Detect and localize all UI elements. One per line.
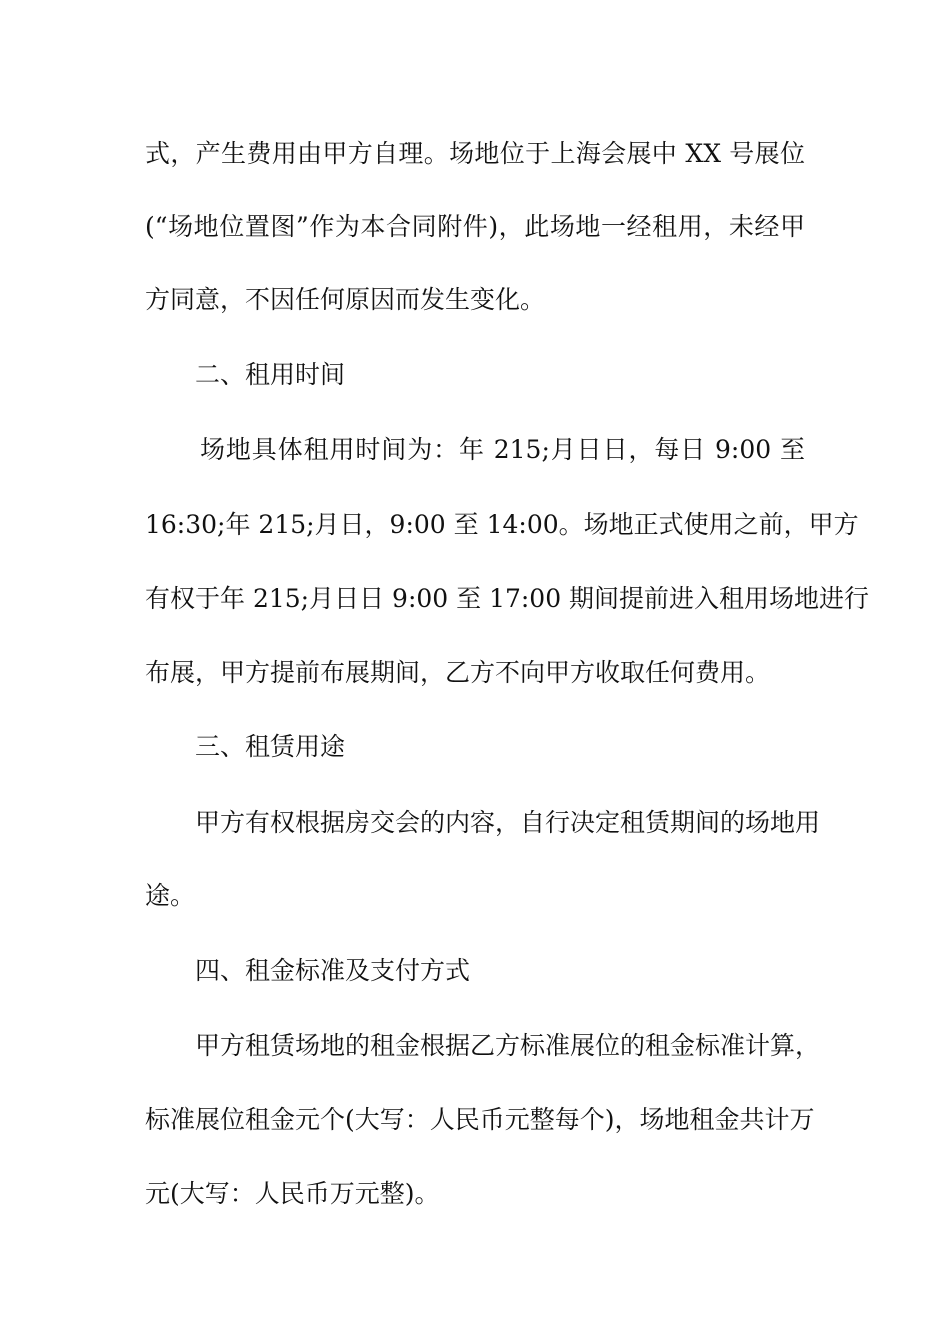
paragraph-line: 方同意，不因任何原因而发生变化。 bbox=[145, 285, 546, 314]
paragraph-line: 标准展位租金元个(大写：人民币元整每个)，场地租金共计万 bbox=[145, 1105, 815, 1134]
paragraph-line: 元(大写：人民币万元整)。 bbox=[145, 1179, 440, 1208]
section-heading-rental-period: 二、租用时间 bbox=[195, 360, 346, 389]
paragraph-line: 式，产生费用由甲方自理。场地位于上海会展中 XX 号展位 bbox=[145, 139, 805, 168]
paragraph-line: 有权于年 215;月日日 9:00 至 17:00 期间提前进入租用场地进行 bbox=[145, 584, 870, 613]
section-heading-lease-purpose: 三、租赁用途 bbox=[195, 732, 346, 761]
paragraph-line: 场地具体租用时间为：年 215;月日日，每日 9:00 至 bbox=[200, 435, 805, 464]
section-heading-rent-payment: 四、租金标准及支付方式 bbox=[195, 956, 471, 985]
paragraph-line: 途。 bbox=[145, 881, 196, 910]
paragraph-line: (“场地位置图”作为本合同附件)，此场地一经租用，未经甲 bbox=[145, 212, 805, 241]
paragraph-line: 甲方租赁场地的租金根据乙方标准展位的租金标准计算， bbox=[195, 1031, 821, 1060]
paragraph-line: 布展，甲方提前布展期间，乙方不向甲方收取任何费用。 bbox=[145, 658, 771, 687]
paragraph-line: 16:30;年 215;月日，9:00 至 14:00。场地正式使用之前，甲方 bbox=[145, 510, 859, 539]
paragraph-line: 甲方有权根据房交会的内容，自行决定租赁期间的场地用 bbox=[195, 808, 821, 837]
